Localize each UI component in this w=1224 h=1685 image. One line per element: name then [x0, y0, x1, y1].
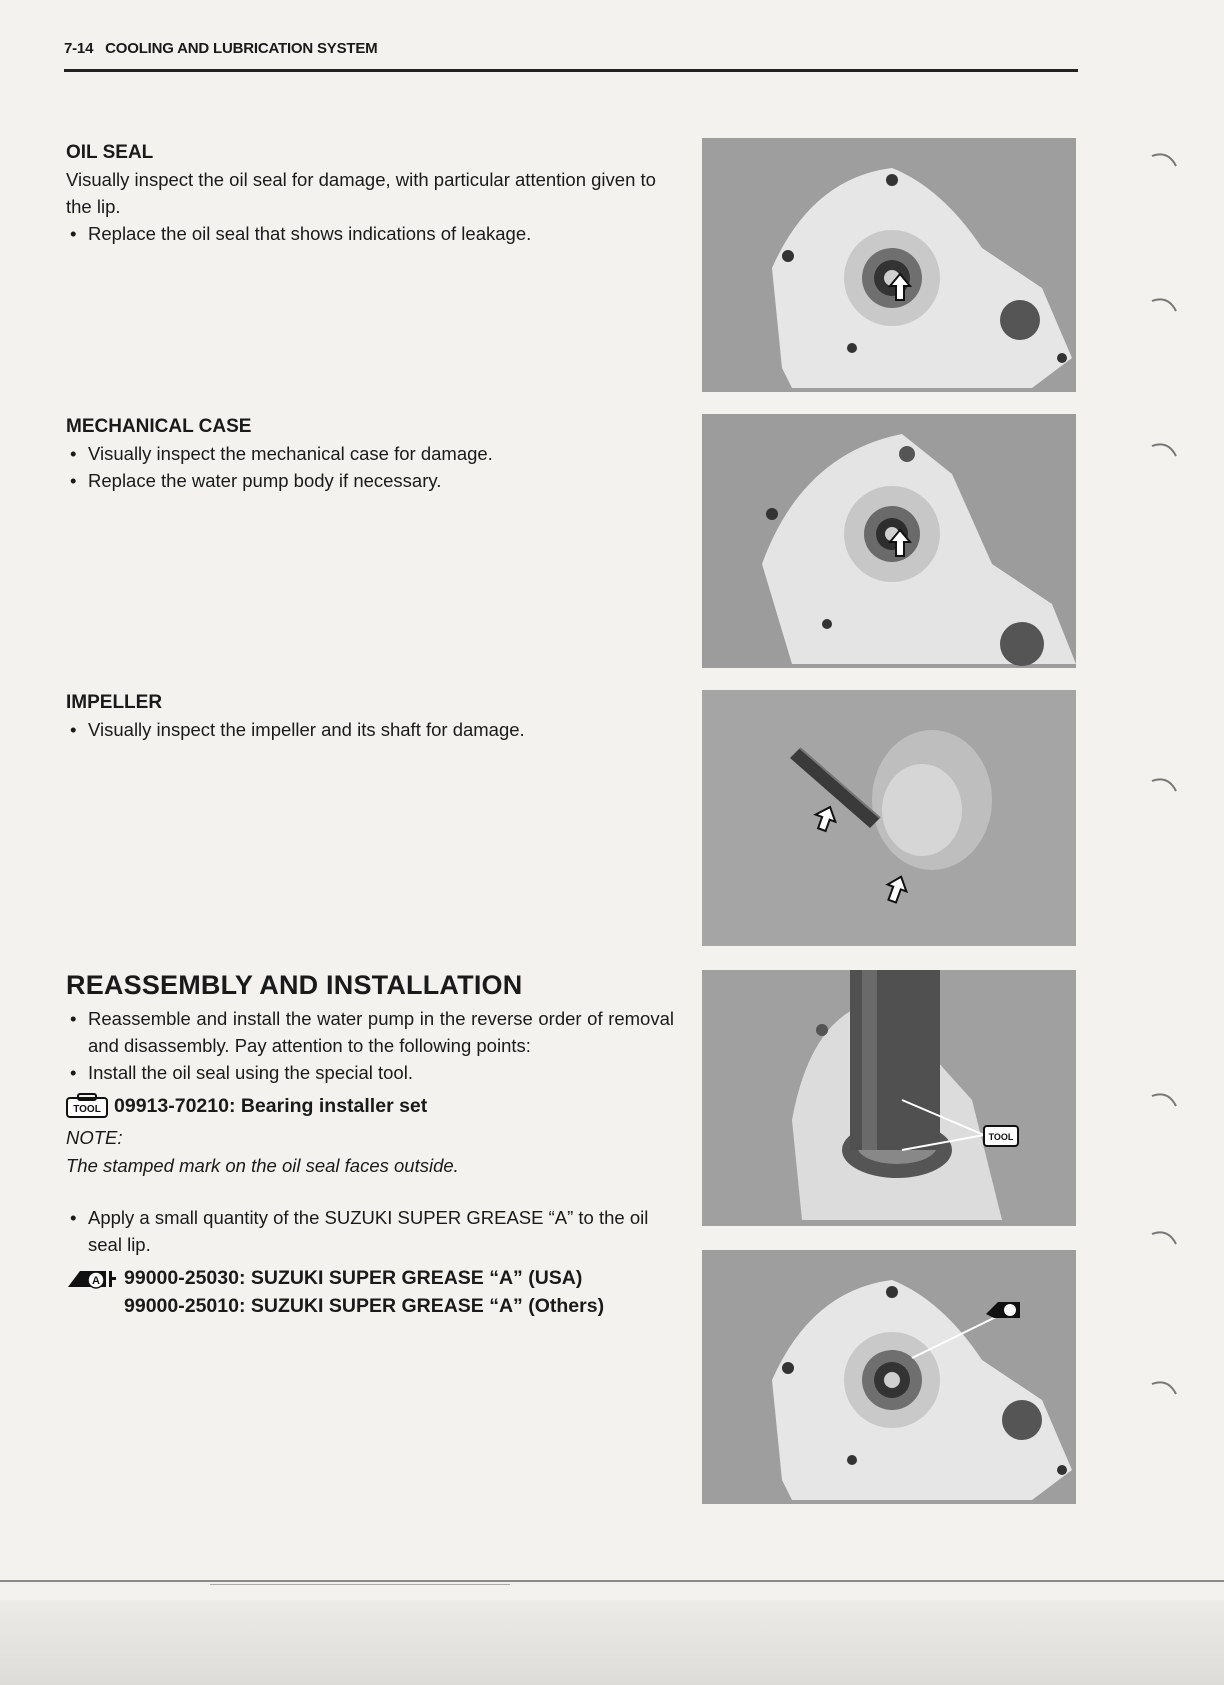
impeller-section — [66, 692, 674, 743]
impeller-bullet: • Visually inspect the impeller and its shaft for damage. — [66, 716, 674, 743]
margin-mark — [1150, 1228, 1180, 1248]
mechanical-case-section — [66, 416, 674, 494]
grease-line-usa: 99000-25030: SUZUKI SUPER GREASE “A” (USA) — [124, 1267, 583, 1289]
svg-text:A: A — [92, 1275, 100, 1287]
impeller-heading: IMPELLER — [66, 692, 163, 713]
reassembly-bullet: • Reassemble and install the water pump in the reverse order of removal and disassembly. Pay attention to the following points: — [66, 1005, 674, 1059]
note-text: The stamped mark on the oil seal faces outside. — [66, 1155, 459, 1176]
margin-mark — [1150, 150, 1180, 170]
page-number: 7-14 — [64, 40, 94, 57]
photo-installer-tool — [702, 970, 1076, 1226]
grease-block — [66, 1264, 674, 1320]
margin-mark — [1150, 775, 1180, 795]
photo-grease — [702, 1250, 1076, 1504]
photo-impeller — [702, 690, 1076, 946]
photo-oil-seal — [702, 138, 1076, 392]
margin-mark — [1150, 1378, 1180, 1398]
page-header — [64, 40, 1076, 57]
grease-line-others: 99000-25010: SUZUKI SUPER GREASE “A” (Others) — [124, 1295, 605, 1317]
reassembly-bullet: • Install the oil seal using the special tool. — [66, 1059, 674, 1086]
mechanical-case-bullet: • Visually inspect the mechanical case for damage. — [66, 440, 674, 467]
page-bottom-shadow — [0, 1600, 1224, 1685]
mechanical-case-heading: MECHANICAL CASE — [66, 416, 252, 437]
grease-icon — [66, 1265, 118, 1291]
margin-mark — [1150, 1090, 1180, 1110]
svg-text:TOOL: TOOL — [73, 1104, 101, 1115]
reassembly-section — [66, 970, 674, 1320]
svg-text:TOOL: TOOL — [988, 1132, 1014, 1142]
bottom-rule — [210, 1584, 510, 1585]
oil-seal-section — [66, 142, 674, 247]
tool-icon — [66, 1093, 108, 1119]
tool-line — [66, 1092, 674, 1120]
margin-mark — [1150, 440, 1180, 460]
grease-bullet: • Apply a small quantity of the SUZUKI SUPER GREASE “A” to the oil seal lip. — [66, 1204, 674, 1258]
section-title: COOLING AND LUBRICATION SYSTEM — [105, 40, 378, 57]
photo-mechanical-case — [702, 414, 1076, 668]
reassembly-heading: REASSEMBLY AND INSTALLATION — [66, 970, 523, 1000]
bottom-rule — [0, 1580, 1224, 1582]
header-rule — [64, 69, 1078, 72]
oil-seal-bullet: • Replace the oil seal that shows indications of leakage. — [66, 220, 674, 247]
oil-seal-heading: OIL SEAL — [66, 142, 154, 163]
mechanical-case-bullet: • Replace the water pump body if necessary. — [66, 467, 674, 494]
margin-mark — [1150, 295, 1180, 315]
oil-seal-text: Visually inspect the oil seal for damage, with particular attention given to the lip. — [66, 169, 656, 217]
note-label: NOTE: — [66, 1127, 123, 1148]
tool-text: 09913-70210: Bearing installer set — [114, 1095, 428, 1117]
